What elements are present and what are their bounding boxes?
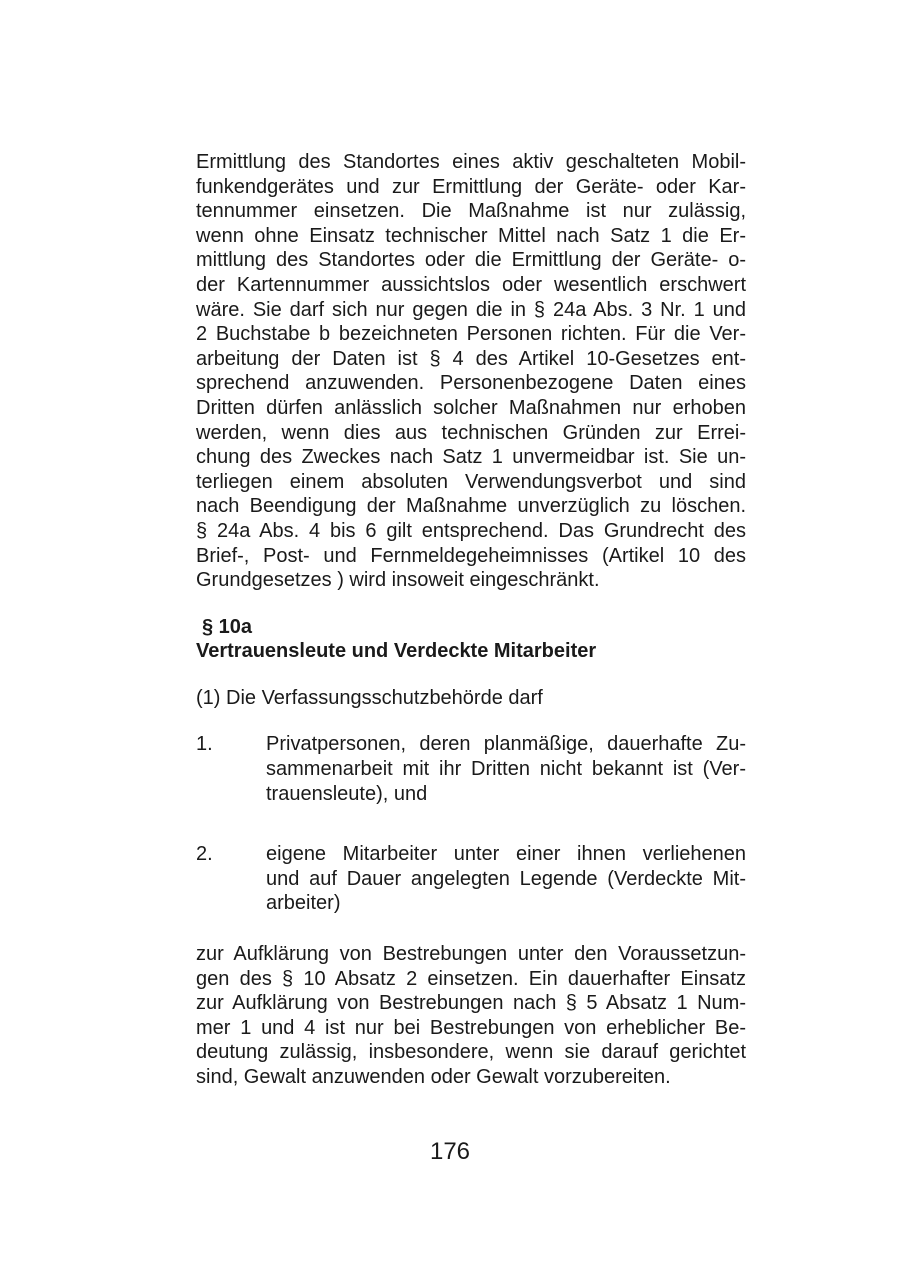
section-heading (196, 615, 746, 664)
text-line: der Kartennummer aussichtslos oder wesentlich erschwert (196, 273, 746, 296)
closing-paragraph (196, 942, 746, 1090)
text-line: § 24a Abs. 4 bis 6 gilt entsprechend. Das Grundrecht des (196, 519, 746, 542)
list-item (196, 842, 746, 916)
text-line: Ermittlung des Standortes eines aktiv geschalteten Mobil- (196, 151, 746, 173)
text-line: Privatpersonen, deren planmäßige, dauerhafte Zu- (266, 733, 746, 756)
text-line: zur Aufklärung von Bestrebungen nach § 5 Absatz 1 Num- (196, 992, 746, 1015)
text-line: arbeitung der Daten ist § 4 des Artikel 10-Gesetzes ent- (196, 347, 746, 370)
text-line: Dritten dürfen anlässlich solcher Maßnahmen nur erhoben (196, 396, 746, 419)
text-line: sammenarbeit mit ihr Dritten nicht bekannt ist (Ver- (266, 758, 746, 781)
text-line: funkendgerätes und zur Ermittlung der Geräte- oder Kar- (196, 175, 746, 198)
list-item (196, 732, 746, 806)
text-line: sind, Gewalt anzuwenden oder Gewalt vorzubereiten. (196, 1066, 671, 1088)
paragraph-continuation (196, 150, 746, 593)
text-line: nach Beendigung der Maßnahme unverzüglich zu löschen. (196, 495, 746, 518)
text-line: Brief-, Post- und Fernmeldegeheimnisses (Artikel 10 des (196, 544, 746, 567)
text-line: mer 1 und 4 ist nur bei Bestrebungen von erheblicher Be- (196, 1016, 746, 1039)
text-line: gen des § 10 Absatz 2 einsetzen. Ein dauerhafter Einsatz (196, 967, 746, 990)
text-line: eigene Mitarbeiter unter einer ihnen verliehenen (266, 843, 746, 866)
list-number: 2. (196, 843, 213, 866)
text-line: zur Aufklärung von Bestrebungen unter den Voraussetzun- (196, 943, 746, 966)
text-line: arbeiter) (266, 892, 341, 915)
section-number: § 10a (202, 615, 253, 638)
text-line: chung des Zweckes nach Satz 1 unvermeidbar ist. Sie un- (196, 446, 746, 469)
text-line: terliegen einem absoluten Verwendungsverbot und sind (196, 470, 746, 493)
text-line: und auf Dauer angelegten Legende (Verdeckte Mit- (266, 867, 746, 890)
text-line: trauensleute), und (266, 782, 428, 805)
text-line: tennummer einsetzen. Die Maßnahme ist nur zulässig, (196, 200, 746, 223)
text-line: 2 Buchstabe b bezeichneten Personen richten. Für die Ver- (196, 323, 746, 346)
list-number: 1. (196, 733, 213, 756)
text-line: wäre. Sie darf sich nur gegen die in § 24a Abs. 3 Nr. 1 und (196, 298, 746, 321)
text-line: werden, wenn dies aus technischen Gründen zur Errei- (196, 421, 746, 444)
text-line: sprechend anzuwenden. Personenbezogene Daten eines (196, 372, 746, 395)
intro-sentence: (1) Die Verfassungsschutzbehörde darf (196, 686, 543, 709)
text-line: mittlung des Standortes oder die Ermittlung der Geräte- o- (196, 249, 746, 272)
text-line: Grundgesetzes ) wird insoweit eingeschränkt. (196, 569, 600, 592)
text-line: deutung zulässig, insbesondere, wenn sie darauf gerichtet (196, 1041, 746, 1064)
page-number: 176 (429, 1138, 471, 1165)
section-title: Vertrauensleute und Verdeckte Mitarbeiter (196, 640, 597, 663)
text-line: wenn ohne Einsatz technischer Mittel nach Satz 1 die Er- (196, 224, 746, 247)
page-content (196, 150, 746, 1090)
